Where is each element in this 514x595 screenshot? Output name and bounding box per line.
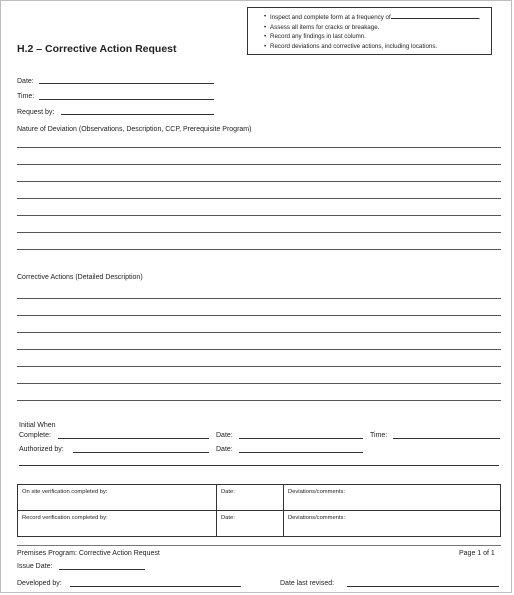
verification-date-cell[interactable]: Date:	[217, 485, 284, 511]
bullet-icon: •	[264, 42, 267, 50]
verification-date-cell[interactable]: Date:	[217, 511, 284, 537]
deviation-line[interactable]	[17, 198, 501, 199]
issue-date-label: Issue Date:	[17, 563, 53, 570]
complete-label: Complete:	[19, 432, 51, 439]
date-last-revised-field[interactable]	[347, 586, 499, 587]
corrective-line[interactable]	[17, 332, 501, 333]
deviation-line[interactable]	[17, 215, 501, 216]
issue-date-field[interactable]	[59, 569, 145, 570]
complete-date-field[interactable]	[239, 438, 363, 439]
form-title: H.2 – Corrective Action Request	[17, 43, 177, 55]
frequency-blank[interactable]	[391, 12, 479, 19]
date-last-revised-label: Date last revised:	[280, 580, 335, 587]
authorized-date-label: Date:	[216, 446, 233, 453]
footer-divider	[17, 545, 501, 546]
date-label: Date:	[17, 78, 34, 85]
complete-field[interactable]	[58, 438, 209, 439]
table-row	[18, 485, 501, 511]
verification-table	[17, 484, 501, 537]
complete-date-label: Date:	[216, 432, 233, 439]
initial-when-label: Initial When	[19, 422, 56, 429]
corrective-line[interactable]	[17, 400, 501, 401]
authorized-by-field[interactable]	[73, 452, 209, 453]
deviation-line[interactable]	[17, 232, 501, 233]
corrective-line[interactable]	[17, 298, 501, 299]
complete-time-field[interactable]	[393, 438, 500, 439]
complete-time-label: Time:	[370, 432, 388, 439]
verification-label-cell[interactable]: Record verification completed by:	[18, 511, 217, 537]
authorized-date-field[interactable]	[239, 452, 363, 453]
deviation-line[interactable]	[17, 164, 501, 165]
bullet-icon: •	[264, 23, 267, 31]
deviation-line[interactable]	[17, 181, 501, 182]
footer-page-number: Page 1 of 1	[459, 550, 495, 557]
table-row	[18, 511, 501, 537]
time-label: Time:	[17, 93, 35, 100]
developed-by-label: Developed by:	[17, 580, 62, 587]
instruction-item: • Assess all items for cracks or breakage.	[264, 23, 380, 31]
request-by-field[interactable]	[61, 114, 214, 115]
signoff-divider	[19, 465, 499, 466]
deviation-line[interactable]	[17, 249, 501, 250]
verification-comments-cell[interactable]: Deviations/comments:	[284, 485, 501, 511]
instruction-item: • Record any findings in last column.	[264, 33, 366, 40]
bullet-icon: •	[264, 13, 267, 20]
instruction-item: • Inspect and complete form at a frequency of .	[264, 13, 481, 21]
corrective-line[interactable]	[17, 383, 501, 384]
request-by-label: Request by:	[17, 109, 55, 116]
verification-comments-cell[interactable]: Deviations/comments:	[284, 511, 501, 537]
time-field[interactable]	[39, 99, 214, 100]
instructions-box	[247, 7, 492, 55]
instruction-item: • Record deviations and corrective actions, including locations.	[264, 42, 438, 50]
corrective-line[interactable]	[17, 349, 501, 350]
deviation-line[interactable]	[17, 147, 501, 148]
verification-label-cell[interactable]: On site verification completed by:	[18, 485, 217, 511]
bullet-icon: •	[264, 33, 267, 40]
date-field[interactable]	[39, 83, 214, 84]
corrective-line[interactable]	[17, 366, 501, 367]
corrective-section-label: Corrective Actions (Detailed Description)	[17, 274, 143, 281]
instructions-list	[256, 12, 487, 51]
authorized-by-label: Authorized by:	[19, 446, 64, 453]
footer-program: Premises Program: Corrective Action Request	[17, 550, 160, 557]
developed-by-field[interactable]	[70, 586, 241, 587]
deviation-section-label: Nature of Deviation (Observations, Description, CCP, Prerequisite Program)	[17, 126, 252, 133]
corrective-line[interactable]	[17, 315, 501, 316]
